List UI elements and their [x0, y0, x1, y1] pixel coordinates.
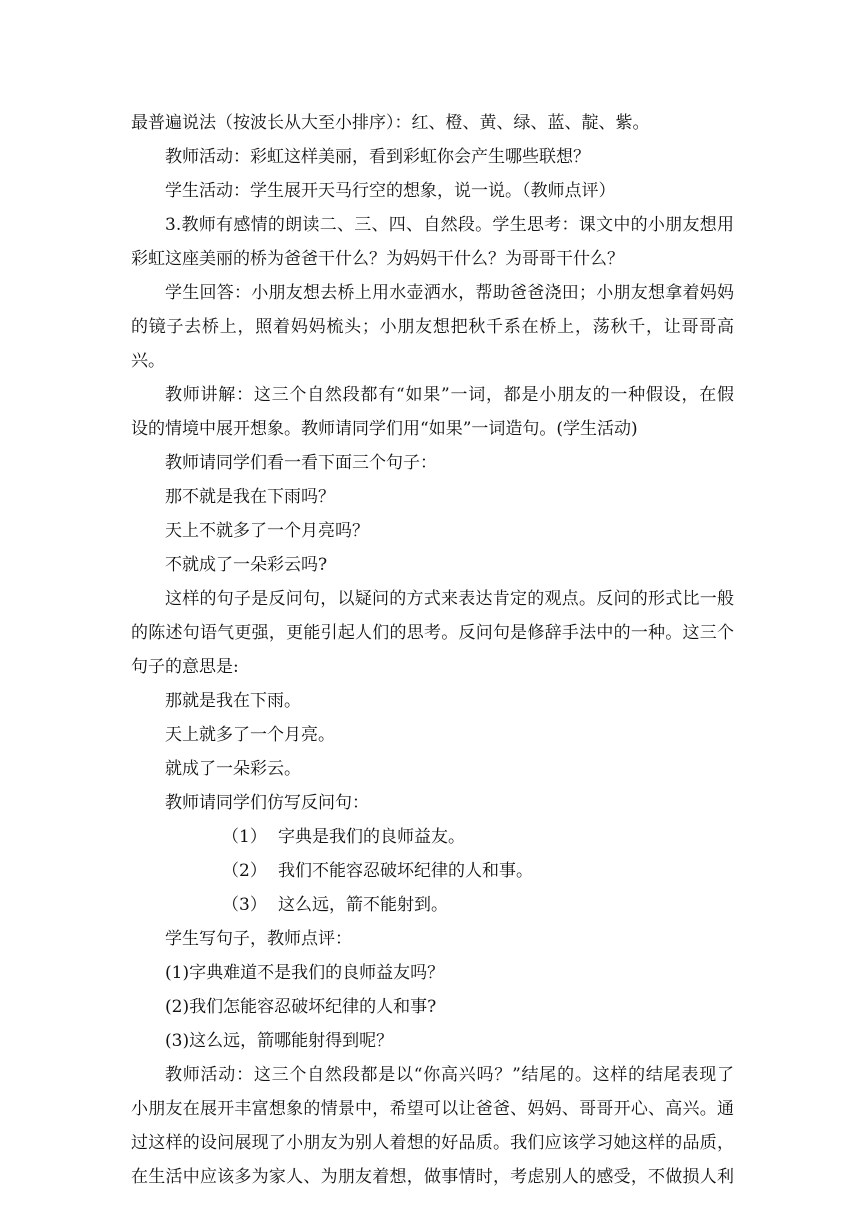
answer-sentence: (2)我们怎能容忍破坏纪律的人和事? — [165, 997, 437, 1017]
paragraph: 学生活动：学生展开天马行空的想象，说一说。（教师点评） — [165, 181, 616, 201]
paragraph-line: 教师讲解：这三个自然段都有“如果”一词，都是小朋友的一种假设，在假 — [165, 385, 734, 405]
paragraph-line: 彩虹这座美丽的桥为爸爸干什么？为妈妈干什么？为哥哥干什么？ — [131, 249, 624, 269]
exercise-text: 这么远，箭不能射到。 — [278, 895, 448, 915]
exercise-number: （1） — [222, 827, 267, 847]
answer-sentence: (1)字典难道不是我们的良师益友吗？ — [165, 963, 445, 983]
paragraph: 教师请同学们看一看下面三个句子： — [165, 453, 437, 473]
exercise-item — [131, 854, 734, 888]
example-sentence: 天上不就多了一个月亮吗？ — [165, 521, 369, 541]
exercise-item — [131, 888, 734, 922]
paragraph-line: 的镜子去桥上，照着妈妈梳头；小朋友想把秋千系在桥上，荡秋千，让哥哥高兴。 — [131, 317, 734, 371]
paragraph-line: 学生回答：小朋友想去桥上用水壶洒水，帮助爸爸浇田；小朋友想拿着妈妈 — [165, 283, 734, 303]
example-sentence: 那不就是我在下雨吗？ — [165, 487, 335, 507]
paragraph: 教师请同学们仿写反问句： — [165, 793, 369, 813]
paragraph-line: 这样的句子是反问句，以疑问的方式来表达肯定的观点。反问的形式比一般 — [165, 589, 734, 609]
paragraph: 教师活动：彩虹这样美丽，看到彩虹你会产生哪些联想？ — [165, 147, 590, 167]
exercise-item — [131, 820, 734, 854]
meaning-sentence: 那就是我在下雨。 — [165, 691, 301, 711]
paragraph-line: 3.教师有感情的朗读二、三、四、自然段。学生思考：课文中的小朋友想用 — [165, 215, 734, 235]
paragraph-line: 句子的意思是: — [131, 657, 239, 677]
exercise-text: 我们不能容忍破坏纪律的人和事。 — [278, 861, 533, 881]
paragraph-line: 教师活动：这三个自然段都是以“你高兴吗？”结尾的。这样的结尾表现了 — [165, 1065, 734, 1085]
meaning-sentence: 天上就多了一个月亮。 — [165, 725, 335, 745]
paragraph-line: 的陈述句语气更强，更能引起人们的思考。反问句是修辞手法中的一种。这三个 — [131, 623, 734, 643]
paragraph: 学生写句子，教师点评： — [165, 929, 352, 949]
exercise-number: （2） — [222, 861, 267, 881]
paragraph: 最普遍说法（按波长从大至小排序）：红、橙、黄、绿、蓝、靛、紫。 — [131, 113, 650, 133]
exercise-number: （3） — [222, 895, 267, 915]
exercise-text: 字典是我们的良师益友。 — [278, 827, 465, 847]
example-sentence: 不就成了一朵彩云吗? — [165, 555, 328, 575]
paragraph-line: 设的情境中展开想象。教师请同学们用“如果”一词造句。(学生活动) — [131, 419, 638, 439]
paragraph-line: 小朋友在展开丰富想象的情景中，希望可以让爸爸、妈妈、哥哥开心、高兴。通 — [131, 1099, 734, 1119]
answer-sentence: (3)这么远，箭哪能射得到呢？ — [165, 1031, 394, 1051]
meaning-sentence: 就成了一朵彩云。 — [165, 759, 301, 779]
paragraph-line: 在生活中应该多为家人、为朋友着想，做事情时，考虑别人的感受，不做损人利 — [131, 1167, 734, 1187]
paragraph-line: 过这样的设问展现了小朋友为别人着想的好品质。我们应该学习她这样的品质， — [131, 1133, 734, 1153]
